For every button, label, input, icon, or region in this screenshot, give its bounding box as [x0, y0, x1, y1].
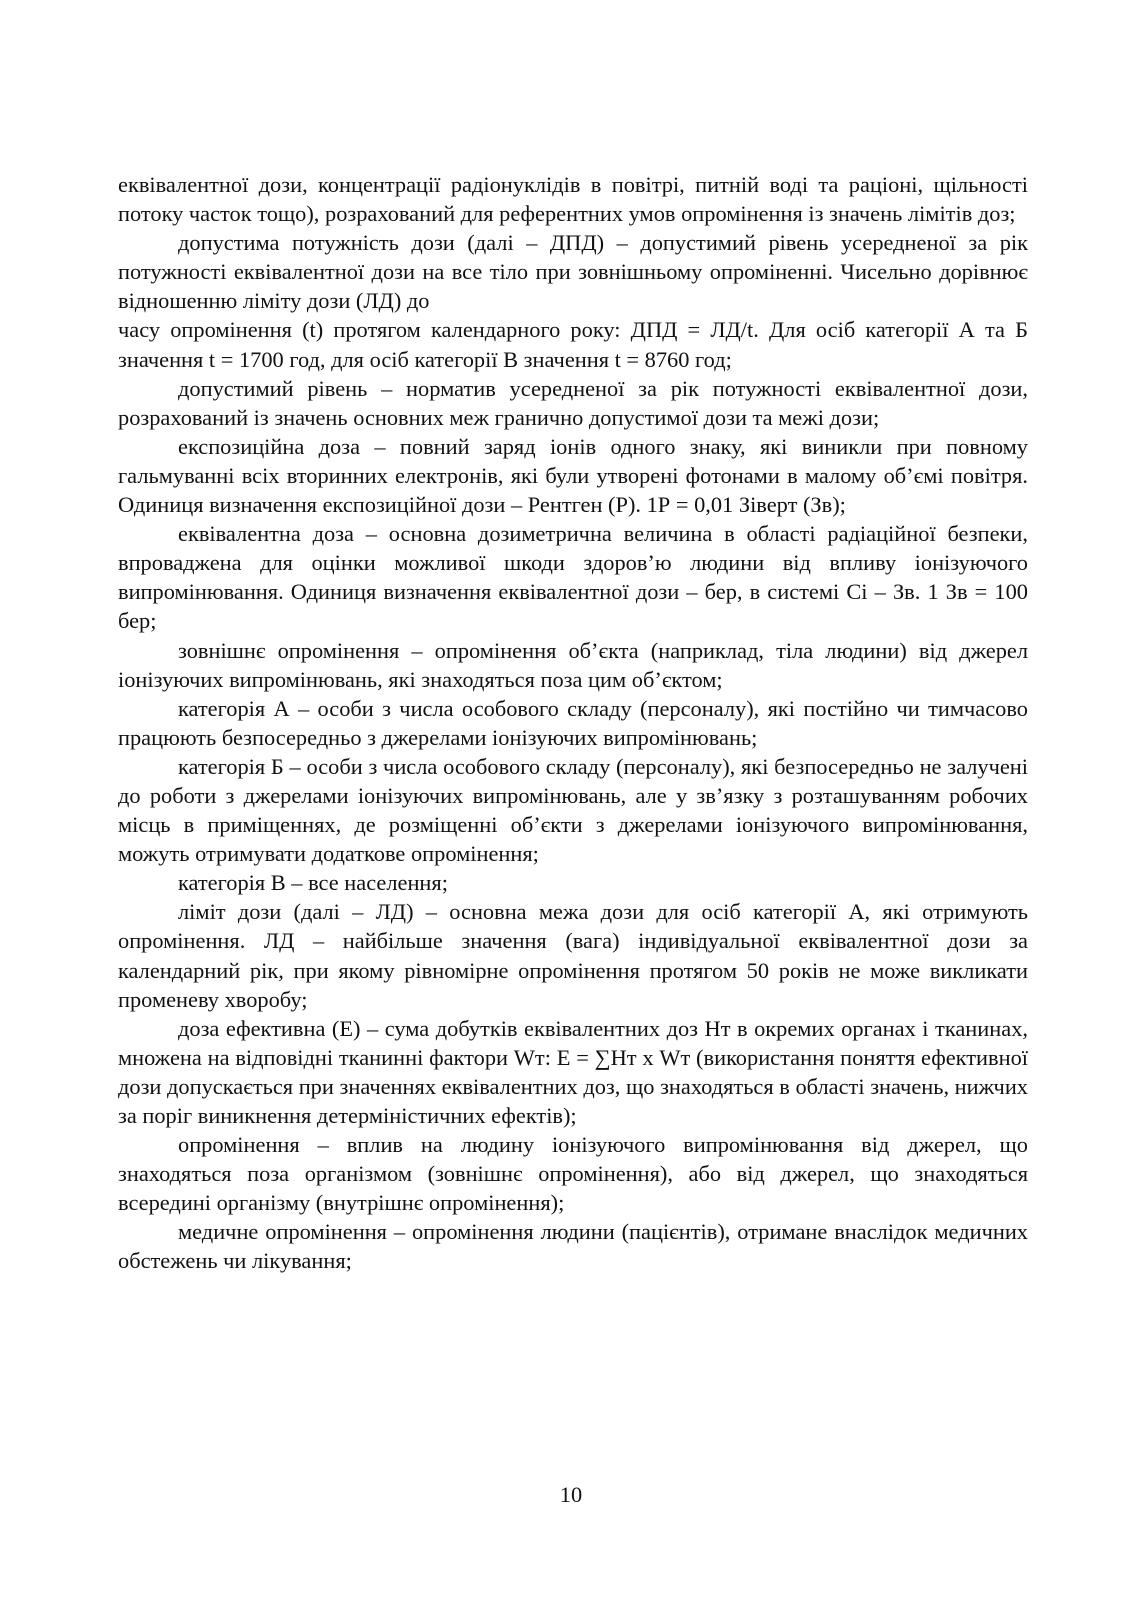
- paragraph-external-exposure: зовнішнє опромінення – опромінення об’єкта (наприклад, тіла людини) від джерел іонізуючих випромінювань, які знаходяться поза цим об’єктом;: [118, 637, 1028, 692]
- paragraph-exposure: опромінення – вплив на людину іонізуючого випромінювання від джерел, що знаходяться поза організмом (зовнішнє опромінення), або від джерел, що знаходяться всередині організму (внутрішнє опромінення);: [118, 1132, 1028, 1216]
- paragraph-dose-limit: ліміт дози (далі – ЛД) – основна межа дози для осіб категорії А, які отримують опромінення. ЛД – найбільше значення (вага) індивідуальної еквівалентної дози за календарний рік, при якому рівномірне опромінення протягом 50 років не може викликати променеву хворобу;: [118, 899, 1028, 1012]
- paragraph-category-a: категорія А – особи з числа особового складу (персоналу), які постійно чи тимчасово працюють безпосередньо з джерелами іонізуючих випромінювань;: [118, 695, 1028, 750]
- paragraph-continuation: еквівалентної дози, концентрації радіонуклідів в повітрі, питній воді та раціоні, щільності потоку часток тощо), розрахований для референтних умов опромінення із значень лімітів доз;: [118, 172, 1028, 227]
- paragraph-dose-rate-formula: часу опромінення (t) протягом календарного року: ДПД = ЛД/t. Для осіб категорії А та Б значення t = 1700 год, для осіб категорії В значення t = 8760 год;: [118, 317, 1028, 372]
- paragraph-category-v: категорія В – все населення;: [178, 870, 448, 896]
- paragraph-equivalent-dose: еквівалентна доза – основна дозиметрична величина в області радіаційної безпеки, впроваджена для оцінки можливої шкоди здоров’ю людини від впливу іонізуючого випромінювання. Одиниця визначення еквівалентної дози – бер, в системі Сі – Зв. 1 Зв = 100 бер;: [118, 521, 1028, 634]
- paragraph-permissible-dose-rate: допустима потужність дози (далі – ДПД) – допустимий рівень усередненої за рік потужності еквівалентної дози на все тіло при зовнішньому опроміненні. Чисельно дорівнює відношенню ліміту дози (ЛД) до: [118, 230, 1028, 314]
- paragraph-exposure-dose: експозиційна доза – повний заряд іонів одного знаку, які виникли при повному гальмуванні всіх вторинних електронів, які були утворені фотонами в малому об’ємі повітря. Одиниця визначення експозиційної дози – Рентген (Р). 1Р = 0,01 Зіверт (Зв);: [118, 433, 1028, 518]
- text-body: [118, 170, 1028, 1276]
- page-number: 10: [559, 1482, 583, 1507]
- paragraph-medical-exposure: медичне опромінення – опромінення людини (пацієнтів), отримане внаслідок медичних обстежень чи лікування;: [118, 1219, 1028, 1274]
- paragraph-effective-dose: доза ефективна (Е) – сума добутків еквівалентних доз Нт в окремих органах і тканинах, множена на відповідні тканинні фактори Wт: Е = ∑Нт х Wт (використання поняття ефективної дози допускається при значеннях еквівалентних доз, що знаходяться в області значень, нижчих за поріг виникнення детерміністичних ефектів);: [118, 1015, 1028, 1128]
- paragraph-permissible-level: допустимий рівень – норматив усередненої за рік потужності еквівалентної дози, розрахований із значень основних меж гранично допустимої дози та межі дози;: [118, 375, 1028, 430]
- paragraph-category-b: категорія Б – особи з числа особового складу (персоналу), які безпосередньо не залучені до роботи з джерелами іонізуючих випромінювань, але у зв’язку з розташуванням робочих місць в приміщеннях, де розміщенні об’єкти з джерелами іонізуючого випромінювання, можуть отримувати додаткове опромінення;: [118, 753, 1028, 867]
